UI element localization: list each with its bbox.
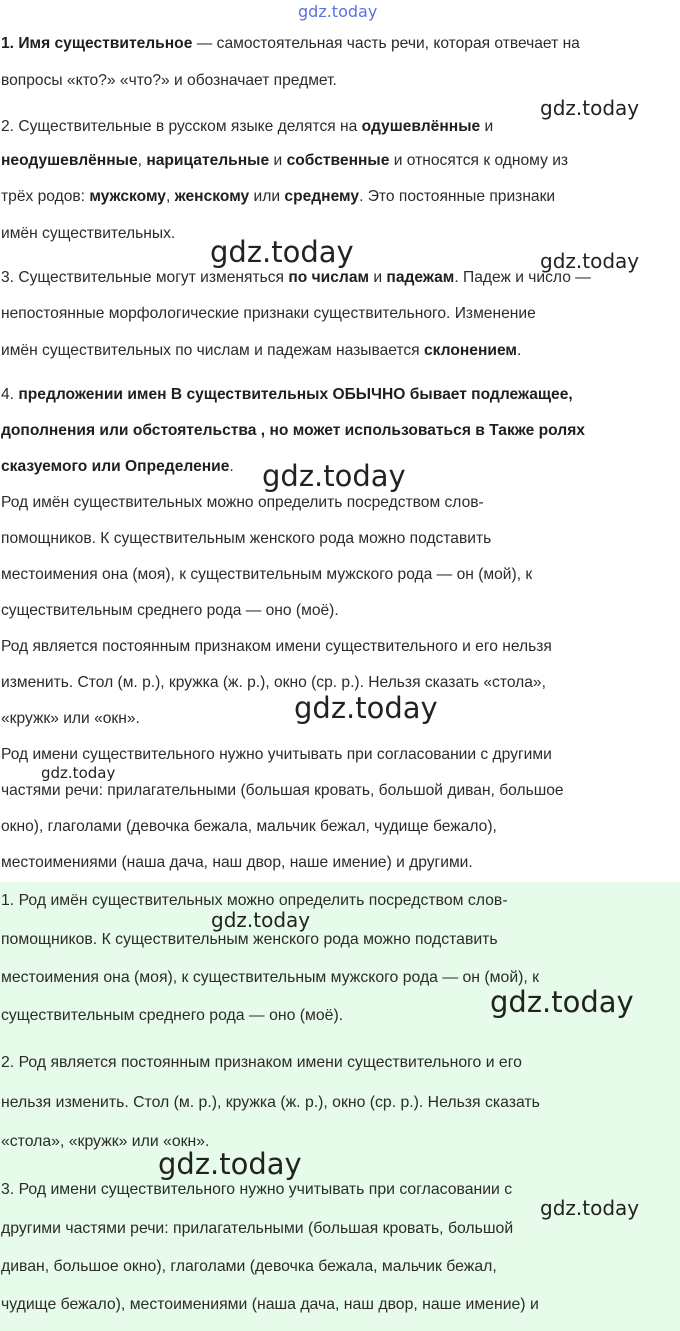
text-line [1, 421, 585, 441]
watermark: gdz.today [490, 985, 634, 1019]
watermark: gdz.today [540, 249, 640, 273]
watermark: gdz.today [294, 691, 438, 725]
text-line [1, 1053, 522, 1073]
bold-text-segment: неодушевлённые [1, 152, 138, 169]
text-line [1, 565, 532, 585]
bold-text-segment: сказуемого или Определение [1, 458, 230, 475]
text-line [1, 341, 521, 361]
text-segment: имён существительных по числам и падежам называется [1, 342, 424, 359]
bold-text-segment: по числам [288, 269, 370, 286]
text-segment: непостоянные морфологические признаки существительного. Изменение [1, 305, 536, 322]
text-line [1, 1006, 343, 1026]
text-segment: частями речи: прилагательными (большая кровать, большой диван, большое [1, 782, 564, 799]
watermark: gdz.today [262, 459, 406, 493]
text-line [1, 71, 337, 91]
text-line [1, 457, 234, 477]
text-line [1, 268, 591, 288]
bold-text-segment: одушевлённые [361, 118, 481, 135]
text-segment: и относятся к одному из [389, 152, 569, 169]
watermark: gdz.today [211, 908, 311, 932]
text-line [1, 1180, 512, 1200]
bold-text-segment: 1. Имя существительное [1, 35, 193, 52]
text-segment: чудище бежало), местоимениями (наша дача, наш двор, наше имение) и [1, 1296, 539, 1313]
text-line [1, 709, 140, 729]
text-segment: Род является постоянным признаком имени существительного и его нельзя [1, 638, 552, 655]
watermark: gdz.today [41, 764, 116, 782]
watermark: gdz.today [540, 1196, 640, 1220]
text-line [1, 673, 546, 693]
text-line [1, 1093, 540, 1113]
watermark: gdz.today [158, 1147, 302, 1181]
text-segment: вопросы «кто?» «что?» и обозначает предмет. [1, 72, 337, 89]
text-line [1, 304, 536, 324]
text-segment: — самостоятельная часть речи, которая отвечает на [192, 35, 580, 52]
text-segment: «кружк» или «окн». [1, 710, 140, 727]
text-line [1, 1257, 497, 1277]
text-segment: . Это постоянные признаки [359, 188, 556, 205]
text-line [1, 34, 580, 54]
watermark: gdz.today [540, 96, 640, 120]
text-line [1, 385, 573, 405]
text-segment: трёх родов: [1, 188, 90, 205]
text-segment: 4. [1, 386, 19, 403]
text-segment: «стола», «кружк» или «окн». [1, 1133, 210, 1150]
text-segment: помощников. К существительным женского рода можно подставить [1, 931, 498, 948]
text-line [1, 817, 497, 837]
bold-text-segment: среднему [284, 188, 360, 205]
text-segment: . Падеж и число — [454, 269, 591, 286]
text-segment: 2. Род является постоянным признаком имени существительного и его [1, 1054, 522, 1071]
text-segment: диван, большое окно), глаголами (девочка бежала, мальчик бежал, [1, 1258, 497, 1275]
text-line [1, 781, 564, 801]
text-line [1, 637, 552, 657]
watermark-top: gdz.today [298, 2, 378, 21]
text-line [1, 1295, 539, 1315]
text-segment: другими частями речи: прилагательными (большая кровать, большой [1, 1220, 514, 1237]
text-segment: Род имени существительного нужно учитывать при согласовании с другими [1, 746, 552, 763]
bold-text-segment: нарицательные [146, 152, 270, 169]
text-segment: помощников. К существительным женского рода можно подставить [1, 530, 492, 547]
text-line [1, 529, 491, 549]
text-segment: 1. Род имён существительных можно определить посредством слов- [1, 892, 508, 909]
text-segment: 3. Существительные могут изменяться [1, 269, 289, 286]
text-segment: существительным среднего рода — оно (моё). [1, 602, 339, 619]
text-line [1, 1219, 513, 1239]
text-segment: местоимения она (моя), к существительным мужского рода — он (мой), к [1, 969, 540, 986]
text-segment: и [369, 269, 387, 286]
bold-text-segment: падежам [386, 269, 455, 286]
text-line [1, 968, 539, 988]
text-line [1, 151, 568, 171]
text-segment: или [249, 188, 285, 205]
text-segment: , [137, 152, 147, 169]
text-segment: . [229, 458, 234, 475]
text-segment: существительным среднего рода — оно (моё). [1, 1007, 344, 1024]
text-segment: местоимениями (наша дача, наш двор, наше имение) и другими. [1, 854, 473, 871]
text-line [1, 601, 339, 621]
text-line [1, 853, 473, 873]
text-segment: и [480, 118, 494, 135]
text-line [1, 493, 484, 513]
text-line [1, 187, 555, 207]
text-segment: имён существительных. [1, 225, 176, 242]
text-segment: 2. Существительные в русском языке делятся на [1, 118, 362, 135]
text-segment: окно), глаголами (девочка бежала, мальчик бежал, чудище бежало), [1, 818, 497, 835]
text-segment: , [165, 188, 175, 205]
text-segment: изменить. Стол (м. р.), кружка (ж. р.), окно (ср. р.). Нельзя сказать «стола», [1, 674, 546, 691]
bold-text-segment: мужскому [89, 188, 166, 205]
bold-text-segment: дополнения или обстоятельства , но может использоваться в Также ролях [1, 422, 585, 439]
bold-text-segment: предложении имен В существительных ОБЫЧНО бывает подлежащее, [18, 386, 573, 403]
text-segment: Род имён существительных можно определить посредством слов- [1, 494, 484, 511]
text-segment: местоимения она (моя), к существительным мужского рода — он (мой), к [1, 566, 533, 583]
bold-text-segment: женскому [174, 188, 250, 205]
text-segment: и [269, 152, 287, 169]
text-segment: . [516, 342, 522, 359]
watermark: gdz.today [210, 235, 354, 269]
text-segment: 3. Род имени существительного нужно учитывать при согласовании с [1, 1181, 513, 1198]
bold-text-segment: склонением [423, 342, 517, 359]
text-segment: нельзя изменить. Стол (м. р.), кружка (ж. р.), окно (ср. р.). Нельзя сказать [1, 1094, 540, 1111]
text-line [1, 117, 493, 137]
text-line [1, 224, 175, 244]
text-line [1, 930, 498, 950]
text-line [1, 745, 552, 765]
bold-text-segment: собственные [286, 152, 390, 169]
